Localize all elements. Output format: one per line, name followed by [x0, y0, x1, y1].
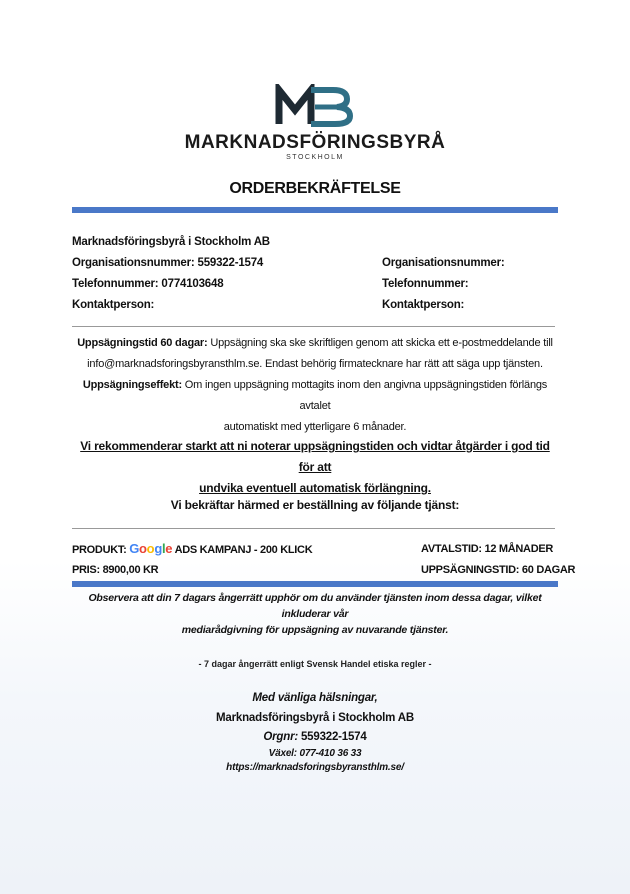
warning-line-2: undvika eventuell automatisk förlängning. — [199, 481, 431, 495]
divider-bar — [72, 207, 558, 213]
google-logo-text — [129, 541, 172, 556]
greeting: Med vänliga hälsningar, — [252, 692, 378, 704]
google-letter: g — [154, 541, 162, 556]
document-title: ORDERBEKRÄFTELSE — [229, 180, 401, 197]
notice-period-label: Uppsägningstid 60 dagar: — [77, 337, 208, 349]
withdrawal-note-line-2: mediarådgivning för uppsägning av nuvarande tjänster. — [181, 624, 449, 636]
notice-period-block — [72, 333, 558, 438]
google-letter: o — [146, 541, 155, 556]
mb-logo-icon — [275, 84, 355, 128]
seller-org-number: Organisationsnummer: 559322-1574 — [72, 257, 264, 269]
notice-period-text-2: info@marknadsforingsbyransthlm.se. Endast behörig firmatecknare har rätt att säga upp tjänsten. — [87, 358, 543, 370]
orgnr-value: 559322-1574 — [297, 731, 367, 743]
product-name: ADS KAMPANJ - 200 KLICK — [172, 544, 313, 556]
signature-phone: Växel: 077-410 36 33 — [268, 748, 362, 759]
withdrawal-rights: - 7 dagar ångerrätt enligt Svensk Handel etiska regler - — [198, 659, 432, 669]
google-letter: G — [129, 541, 140, 556]
brand-name: MARKNADSFÖRINGSBYRÅ — [184, 132, 446, 153]
divider-bar — [72, 581, 558, 587]
divider-line — [72, 528, 555, 529]
logo — [0, 84, 630, 128]
withdrawal-note — [80, 590, 550, 638]
notice-effect-text: Om ingen uppsägning mottagits inom den angivna uppsägningstiden förlängs avtalet — [181, 379, 548, 412]
website-link[interactable]: https://marknadsforingsbyransthlm.se/ — [226, 762, 404, 773]
withdrawal-note-line-1: Observera att din 7 dagars ångerrätt upphör om du använder tjänsten inom dessa dagar, vilket inkluderar vår — [88, 592, 542, 620]
brand-subtitle: STOCKHOLM — [286, 154, 344, 161]
notice-period: UPPSÄGNINGSTID: 60 DAGAR — [421, 564, 576, 576]
google-letter: e — [165, 541, 173, 556]
product-label: PRODUKT: — [72, 544, 130, 556]
warning-text — [72, 436, 558, 499]
customer-phone: Telefonnummer: — [382, 278, 469, 290]
confirm-text: Vi bekräftar härmed er beställning av följande tjänst: — [170, 498, 460, 512]
orgnr-label: Orgnr: — [263, 731, 298, 743]
seller-phone: Telefonnummer: 0774103648 — [72, 278, 224, 290]
notice-effect-label: Uppsägningseffekt: — [82, 379, 182, 391]
google-letter: l — [161, 541, 166, 556]
seller-company: Marknadsföringsbyrå i Stockholm AB — [72, 236, 270, 248]
seller-contact: Kontaktperson: — [72, 299, 155, 311]
contract-period: AVTALSTID: 12 MÅNADER — [421, 543, 554, 555]
customer-contact: Kontaktperson: — [382, 299, 465, 311]
product-line — [72, 541, 312, 556]
divider-line — [72, 326, 555, 327]
signature-company: Marknadsföringsbyrå i Stockholm AB — [216, 712, 414, 724]
price-line: PRIS: 8900,00 KR — [72, 564, 159, 576]
google-letter: o — [139, 541, 147, 556]
signature-orgnr — [0, 731, 630, 743]
notice-effect-text-2: automatiskt med ytterligare 6 månader. — [223, 421, 407, 433]
notice-period-text: Uppsägning ska ske skriftligen genom att skicka ett e-postmeddelande till — [207, 337, 553, 349]
customer-org-number: Organisationsnummer: — [382, 257, 505, 269]
warning-line-1: Vi rekommenderar starkt att ni noterar uppsägningstiden och vidtar åtgärder i god tid för att — [80, 439, 550, 474]
